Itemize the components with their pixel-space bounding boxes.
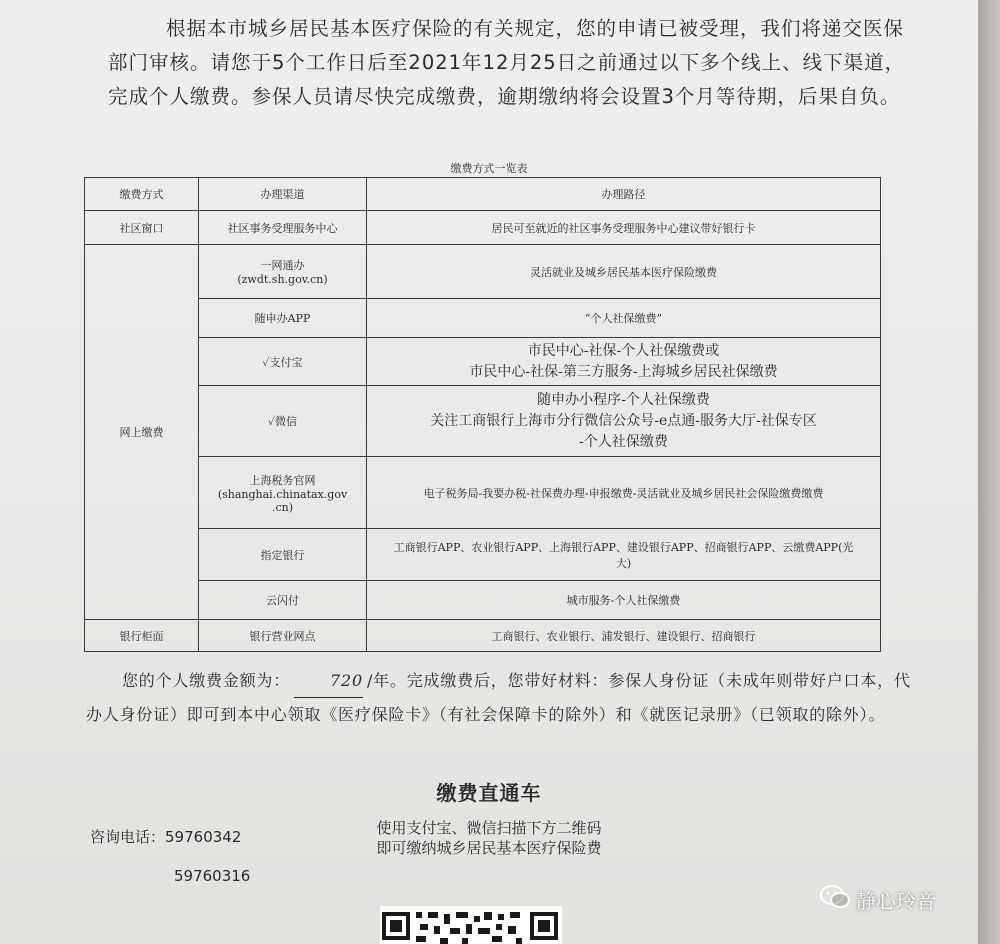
table-row	[85, 581, 881, 620]
path-alipay: 市民中心-社保-个人社保缴费或 市民中心-社保-第三方服务-上海城乡居民社保缴费	[367, 338, 881, 386]
table-row	[85, 211, 881, 245]
channel-bank-branch: 银行营业网点	[199, 620, 367, 652]
path-wechat: 随申办小程序-个人社保缴费 关注工商银行上海市分行微信公众号-e点通-服务大厅-社保专区 -个人社保缴费	[367, 386, 881, 457]
table-row	[85, 457, 881, 529]
channel-designated-banks: 指定银行	[199, 529, 367, 581]
path-designated-banks: 工商银行APP、农业银行APP、上海银行APP、建设银行APP、招商银行APP、云缴费APP(光 大)	[367, 529, 881, 581]
table-row	[85, 620, 881, 652]
header-channel: 办理渠道	[199, 178, 367, 211]
path-unionpay: 城市服务-个人社保缴费	[367, 581, 881, 620]
intro-text	[108, 12, 908, 114]
channel-suishenban: 随申办APP	[199, 299, 367, 338]
express-title: 缴费直通车	[436, 781, 542, 805]
path-community: 居民可至就近的社区事务受理服务中心建议带好银行卡	[367, 211, 881, 245]
qr-code-pattern	[380, 906, 562, 944]
table-row	[85, 245, 881, 299]
channel-unionpay: 云闪付	[199, 581, 367, 620]
phone-number-2: 59760316	[174, 867, 251, 885]
header-method: 缴费方式	[85, 178, 199, 211]
payment-methods-table	[84, 177, 881, 652]
page-edge-shadow	[978, 0, 1000, 944]
table-row	[85, 529, 881, 581]
closing-text	[86, 664, 926, 731]
watermark-text: 静心玲音	[856, 889, 936, 913]
channel-alipay: ✓支付宝	[199, 338, 367, 386]
qr-code[interactable]	[380, 906, 562, 944]
channel-community-center: 社区事务受理服务中心	[199, 211, 367, 245]
table-header-row	[85, 178, 881, 211]
table-row	[85, 386, 881, 457]
intro-paragraph: 根据本市城乡居民基本医疗保险的有关规定，您的申请已被受理，我们将递交医保部门审核。请您于5个工作日后至2021年12月25日之前通过以下多个线上、线下渠道，完成个人缴费。参保人员请尽快完成缴费，逾期缴纳将会设置3个月等待期，后果自负。	[108, 17, 906, 108]
scan-instructions: 使用支付宝、微信扫描下方二维码 即可缴纳城乡居民基本医疗保险费	[376, 819, 602, 857]
channel-wechat: ✓微信	[199, 386, 367, 457]
wechat-icon	[820, 884, 850, 915]
method-online: 网上缴费	[85, 245, 199, 620]
table-row	[85, 299, 881, 338]
watermark	[820, 884, 936, 915]
phone-number-1: 59760342	[165, 828, 242, 846]
path-tax-website: 电子税务局-我要办税-社保费办理-申报缴费-灵活就业及城乡居民社会保险缴费缴费	[367, 457, 881, 529]
table-title: 缴费方式一览表	[450, 162, 528, 175]
method-community: 社区窗口	[85, 211, 199, 245]
method-bank-counter: 银行柜面	[85, 620, 199, 652]
consult-phone: 咨询电话：59760342	[90, 828, 242, 846]
header-path: 办理路径	[367, 178, 881, 211]
closing-paragraph: 您的个人缴费金额为： 720 /年。完成缴费后，您带好材料：参保人身份证（未成年则带好户口本，代办人身份证）即可到本中心领取《医疗保险卡》（有社会保障卡的除外）和《就医记录册》（已领取的除外）。	[86, 664, 926, 731]
channel-yiwangtongban: 一网通办 (zwdt.sh.gov.cn)	[199, 245, 367, 299]
path-yiwangtongban: 灵活就业及城乡居民基本医疗保险缴费	[367, 245, 881, 299]
channel-tax-website: 上海税务官网 (shanghai.chinatax.gov .cn)	[199, 457, 367, 529]
table-row	[85, 338, 881, 386]
handwritten-amount: 720	[294, 664, 363, 698]
path-suishenban: “个人社保缴费”	[367, 299, 881, 338]
path-bank-counter: 工商银行、农业银行、浦发银行、建设银行、招商银行	[367, 620, 881, 652]
